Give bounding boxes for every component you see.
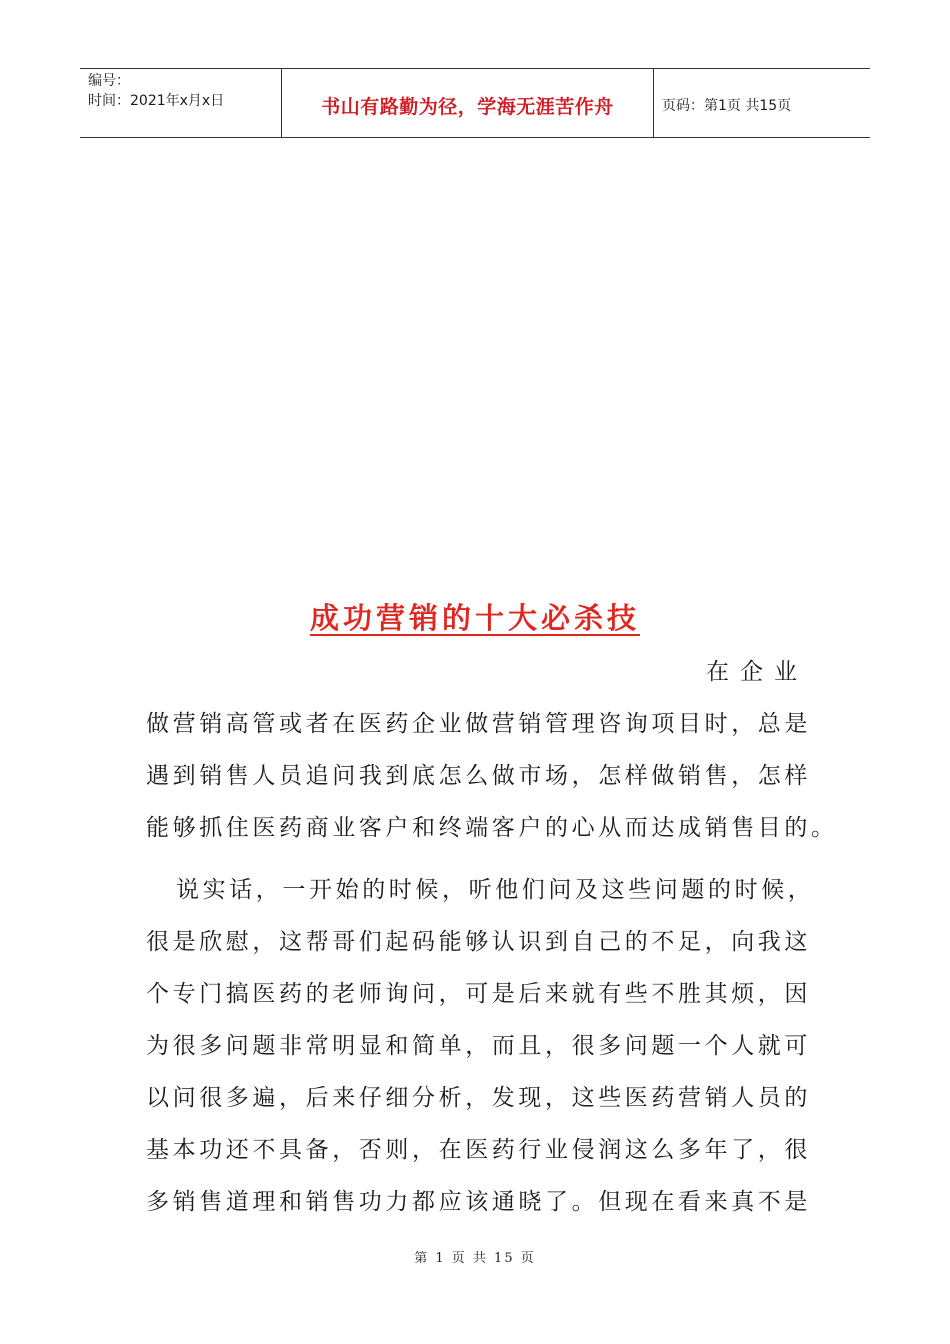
time-label: 时间：2021年x月x日 [88, 93, 225, 109]
document-body [146, 652, 838, 1234]
number-label: 编号： [88, 73, 130, 89]
header-page-cell [654, 69, 870, 137]
page-info: 页码：第1页 共15页 [662, 98, 792, 114]
paragraph-line: 做营销高管或者在医药企业做营销管理咨询项目时，总是 [146, 711, 811, 737]
motto: 书山有路勤为径，学海无涯苦作舟 [321, 95, 614, 118]
paragraph-line: 为很多问题非常明显和简单，而且，很多问题一个人就可 [146, 1033, 811, 1059]
paragraph-line: 个专门搞医药的老师询问，可是后来就有些不胜其烦，因 [146, 981, 811, 1007]
header-meta-cell [80, 69, 282, 137]
header-motto-cell [282, 69, 654, 137]
document-title: 成功营销的十大必杀技 [309, 601, 640, 635]
paragraph-line: 遇到销售人员追问我到底怎么做市场，怎样做销售，怎样 [146, 763, 811, 789]
page-header [80, 68, 870, 138]
paragraph-line: 能够抓住医药商业客户和终端客户的心从而达成销售目的。 [146, 815, 838, 841]
paragraph-line: 以问很多遍，后来仔细分析，发现，这些医药营销人员的 [146, 1085, 811, 1111]
paragraph-line: 说实话，一开始的时候，听他们问及这些问题的时候， [176, 877, 815, 903]
paragraph-line: 很是欣慰，这帮哥们起码能够认识到自己的不足，向我这 [146, 929, 811, 955]
paragraph-line: 基本功还不具备，否则，在医药行业侵润这么多年了，很 [146, 1137, 811, 1163]
paragraph-line: 在企业 [706, 659, 808, 685]
paragraph-line: 多销售道理和销售功力都应该通晓了。但现在看来真不是 [146, 1189, 811, 1215]
page-footer: 第 1 页 共 15 页 [414, 1251, 536, 1266]
